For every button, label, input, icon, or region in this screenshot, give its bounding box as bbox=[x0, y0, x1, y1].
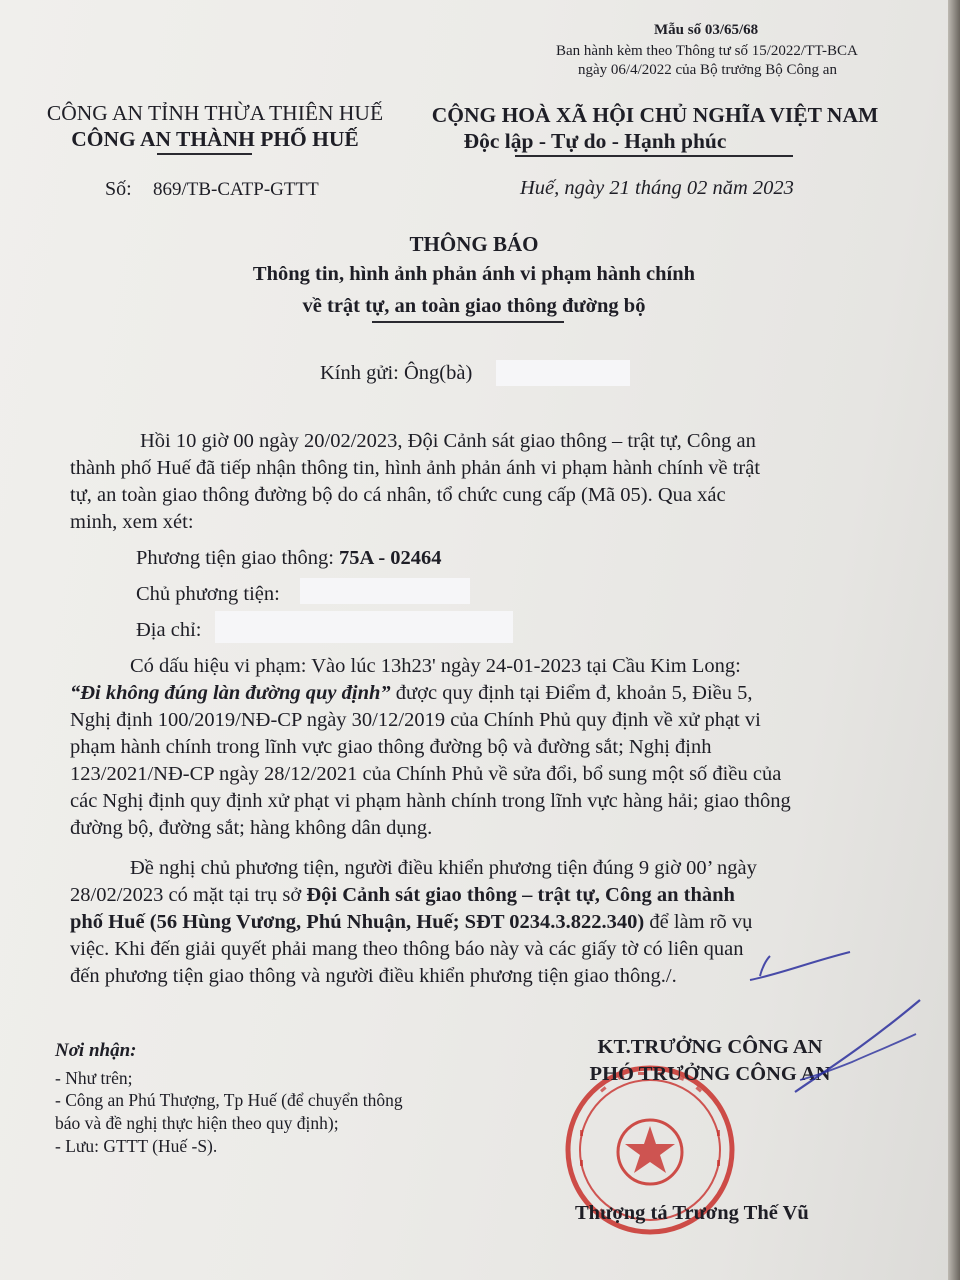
form-code: Mẫu số 03/65/68 bbox=[654, 22, 759, 38]
office-address: phố Huế (56 Hùng Vương, Phú Nhuận, Huế; SĐT 0234.3.822.340) bbox=[70, 911, 645, 933]
nation-title: CỘNG HOÀ XÃ HỘI CHỦ NGHĨA VIỆT NAM bbox=[431, 103, 879, 127]
form-issued-line2: ngày 06/4/2022 của Bộ trưởng Bộ Công an bbox=[578, 62, 837, 78]
para1-line2: thành phố Huế đã tiếp nhận thông tin, hình ảnh phản ánh vi phạm hành chính về trật bbox=[70, 457, 761, 479]
para2-line7: đường bộ, đường sắt; hàng không dân dụng. bbox=[70, 817, 433, 839]
redacted-addressee bbox=[496, 360, 630, 386]
para1-line3: tự, an toàn giao thông đường bộ do cá nhân, tổ chức cung cấp (Mã 05). Qua xác bbox=[70, 484, 726, 506]
para2-line6: các Nghị định quy định xử phạt vi phạm hành chính trong lĩnh vực hàng hải; giao thông bbox=[70, 790, 791, 812]
para3-line4: việc. Khi đến giải quyết phải mang theo thông báo này và các giấy tờ có liên quan bbox=[70, 938, 744, 960]
agency-line2: CÔNG AN THÀNH PHỐ HUẾ bbox=[71, 127, 359, 151]
para1-line1: Hồi 10 giờ 00 ngày 20/02/2023, Đội Cảnh sát giao thông – trật tự, Công an bbox=[140, 430, 756, 452]
office-name: Đội Cảnh sát giao thông – trật tự, Công an thành bbox=[306, 884, 735, 906]
doc-number-label: Số: bbox=[105, 178, 132, 200]
para2-line5: 123/2021/NĐ-CP ngày 28/12/2021 của Chính Phủ về sửa đổi, bổ sung một số điều của bbox=[70, 763, 782, 785]
para3-line3 bbox=[70, 909, 752, 937]
form-issued-line1: Ban hành kèm theo Thông tư số 15/2022/TT-BCA bbox=[556, 43, 858, 59]
signer-name: Thượng tá Trương Thế Vũ bbox=[575, 1202, 809, 1224]
vehicle-row bbox=[136, 545, 442, 573]
doc-date: Huế, ngày 21 tháng 02 năm 2023 bbox=[520, 177, 794, 199]
signer-title-2: PHÓ TRƯỞNG CÔNG AN bbox=[589, 1063, 831, 1085]
notice-title: THÔNG BÁO bbox=[409, 232, 539, 256]
address-label: Địa chỉ: bbox=[136, 619, 202, 641]
para2-line3: Nghị định 100/2019/NĐ-CP ngày 30/12/2019 của Chính Phủ quy định về xử phạt vi bbox=[70, 709, 761, 731]
recipient-2b: báo và đề nghị thực hiện theo quy định); bbox=[55, 1113, 339, 1133]
recipients-heading: Nơi nhận: bbox=[55, 1040, 137, 1061]
para2-line2 bbox=[70, 680, 753, 708]
para3-line2 bbox=[70, 882, 735, 910]
motto-underline bbox=[515, 155, 793, 157]
vehicle-plate: 75A - 02464 bbox=[339, 547, 442, 569]
para3-line2-plain: 28/02/2023 có mặt tại trụ sở bbox=[70, 884, 302, 906]
notice-subtitle-1: Thông tin, hình ảnh phản ánh vi phạm hành chính bbox=[252, 263, 696, 285]
recipient-1: - Như trên; bbox=[55, 1068, 133, 1088]
addressee-label: Kính gửi: Ông(bà) bbox=[320, 362, 473, 384]
agency-underline bbox=[157, 153, 252, 155]
owner-label: Chủ phương tiện: bbox=[136, 583, 280, 605]
nation-motto: Độc lập - Tự do - Hạnh phúc bbox=[463, 129, 727, 153]
signature-ink bbox=[740, 950, 930, 1110]
para2-line2-rest: được quy định tại Điểm đ, khoản 5, Điều 5, bbox=[395, 682, 753, 704]
para2-line1: Có dấu hiệu vi phạm: Vào lúc 13h23' ngày 24-01-2023 tại Cầu Kim Long: bbox=[130, 655, 741, 677]
para3-line5: đến phương tiện giao thông và người điều khiển phương tiện giao thông./. bbox=[70, 965, 677, 987]
redacted-address bbox=[215, 611, 513, 643]
redacted-owner bbox=[300, 578, 470, 604]
violation-name: “Đi không đúng làn đường quy định” bbox=[70, 682, 391, 704]
para3-line3-rest: để làm rõ vụ bbox=[649, 911, 753, 933]
vehicle-label: Phương tiện giao thông: bbox=[136, 547, 334, 569]
para3-line1: Đề nghị chủ phương tiện, người điều khiển phương tiện đúng 9 giờ 00’ ngày bbox=[130, 857, 757, 879]
doc-number: 869/TB-CATP-GTTT bbox=[153, 179, 319, 200]
signer-title-1: KT.TRƯỞNG CÔNG AN bbox=[597, 1036, 823, 1058]
recipient-3: - Lưu: GTTT (Huế -S). bbox=[55, 1136, 218, 1156]
recipient-2a: - Công an Phú Thượng, Tp Huế (để chuyển thông bbox=[55, 1090, 403, 1110]
desk-edge bbox=[948, 0, 960, 1280]
subtitle-underline bbox=[372, 321, 564, 323]
para2-line4: phạm hành chính trong lĩnh vực giao thông đường bộ và đường sắt; Nghị định bbox=[70, 736, 712, 758]
agency-line1: CÔNG AN TỈNH THỪA THIÊN HUẾ bbox=[46, 101, 384, 125]
notice-subtitle-2: về trật tự, an toàn giao thông đường bộ bbox=[302, 295, 646, 317]
para1-line4: minh, xem xét: bbox=[70, 511, 194, 533]
